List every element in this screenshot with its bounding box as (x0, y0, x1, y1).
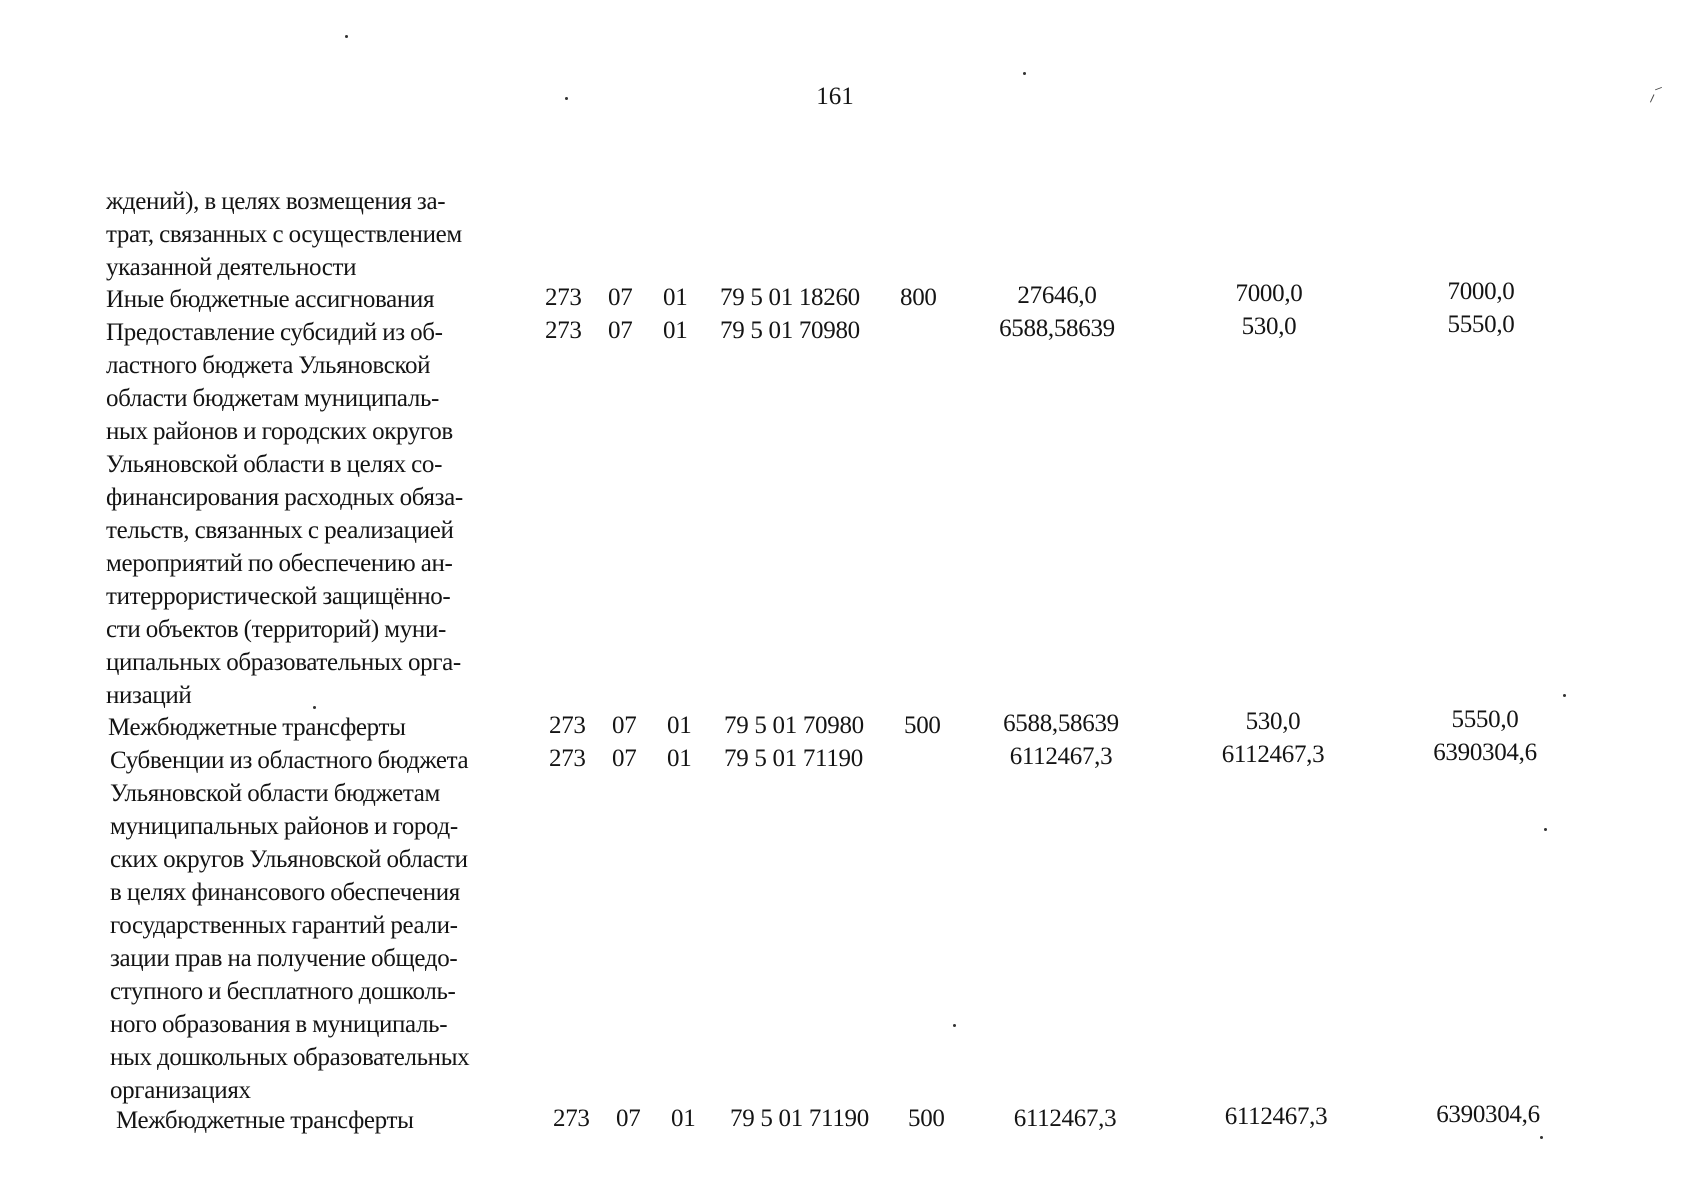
section-code: 07 (612, 712, 637, 739)
amount-year-3: 5550,0 (1451, 706, 1519, 733)
expense-type-code: 800 (900, 284, 937, 311)
row-description: Межбюджетные трансферты (108, 714, 406, 741)
target-article-code: 79 5 01 71190 (730, 1105, 869, 1132)
scan-speck (1023, 72, 1026, 75)
admin-code: 273 (545, 284, 582, 311)
amount-year-3: 6390304,6 (1436, 1101, 1540, 1128)
scan-speck (953, 1024, 956, 1027)
scan-speck (1544, 828, 1547, 831)
subsection-code: 01 (667, 712, 692, 739)
subsection-code: 01 (671, 1105, 696, 1132)
amount-year-1: 6588,58639 (999, 315, 1115, 342)
section-code: 07 (608, 317, 633, 344)
row-description: Субвенции из областного бюджета Ульяновской области бюджетам муниципальных районов и город- ских округов Ульяновской области в целях финансового обеспечения государственных гарантий реали- зации прав на получение общедо- ступного и бесплатного дошколь- ного образования в муниципаль- ных дошкольных образовательных организациях (110, 747, 470, 1104)
amount-year-1: 27646,0 (1017, 282, 1097, 309)
admin-code: 273 (545, 317, 582, 344)
expense-type-code: 500 (904, 712, 941, 739)
subsection-code: 01 (663, 284, 688, 311)
amount-year-2: 6112467,3 (1221, 741, 1325, 768)
row-description: ждений), в целях возмещения за- трат, связанных с осуществлением указанной деятельности (106, 188, 462, 281)
row-description: Межбюджетные трансферты (116, 1107, 414, 1134)
scan-speck (1563, 694, 1566, 697)
admin-code: 273 (549, 745, 586, 772)
row-description: Предоставление субсидий из об- ластного бюджета Ульяновской области бюджетам муниципаль- ных районов и городских округов Ульяновской области в целях со- финансирования расходных обяза- тельств, связанных с реализацией мероприятий по обеспечению ан- титеррористической защищённо- сти объектов (территорий) муни- ципальных образовательных орга- низаций (106, 319, 463, 709)
target-article-code: 79 5 01 70980 (720, 317, 860, 344)
amount-year-3: 7000,0 (1447, 278, 1515, 305)
amount-year-1: 6112467,3 (1013, 1105, 1117, 1132)
page-number: 161 (816, 83, 854, 110)
amount-year-2: 530,0 (1245, 708, 1301, 735)
target-article-code: 79 5 01 70980 (724, 712, 864, 739)
expense-type-code: 500 (908, 1105, 945, 1132)
admin-code: 273 (553, 1105, 590, 1132)
row-description: Иные бюджетные ассигнования (106, 286, 435, 313)
section-code: 07 (612, 745, 637, 772)
target-article-code: 79 5 01 18260 (720, 284, 860, 311)
amount-year-3: 6390304,6 (1433, 739, 1537, 766)
section-code: 07 (616, 1105, 641, 1132)
amount-year-2: 530,0 (1241, 313, 1297, 340)
subsection-code: 01 (663, 317, 688, 344)
scan-speck (1540, 1136, 1543, 1139)
amount-year-1: 6588,58639 (1003, 710, 1119, 737)
amount-year-2: 7000,0 (1235, 280, 1303, 307)
target-article-code: 79 5 01 71190 (724, 745, 863, 772)
subsection-code: 01 (667, 745, 692, 772)
admin-code: 273 (549, 712, 586, 739)
scan-mark: ⸝⁻ (1643, 80, 1668, 106)
section-code: 07 (608, 284, 633, 311)
amount-year-3: 5550,0 (1447, 311, 1515, 338)
amount-year-2: 6112467,3 (1224, 1103, 1328, 1130)
amount-year-1: 6112467,3 (1009, 743, 1113, 770)
scan-speck (345, 35, 348, 38)
